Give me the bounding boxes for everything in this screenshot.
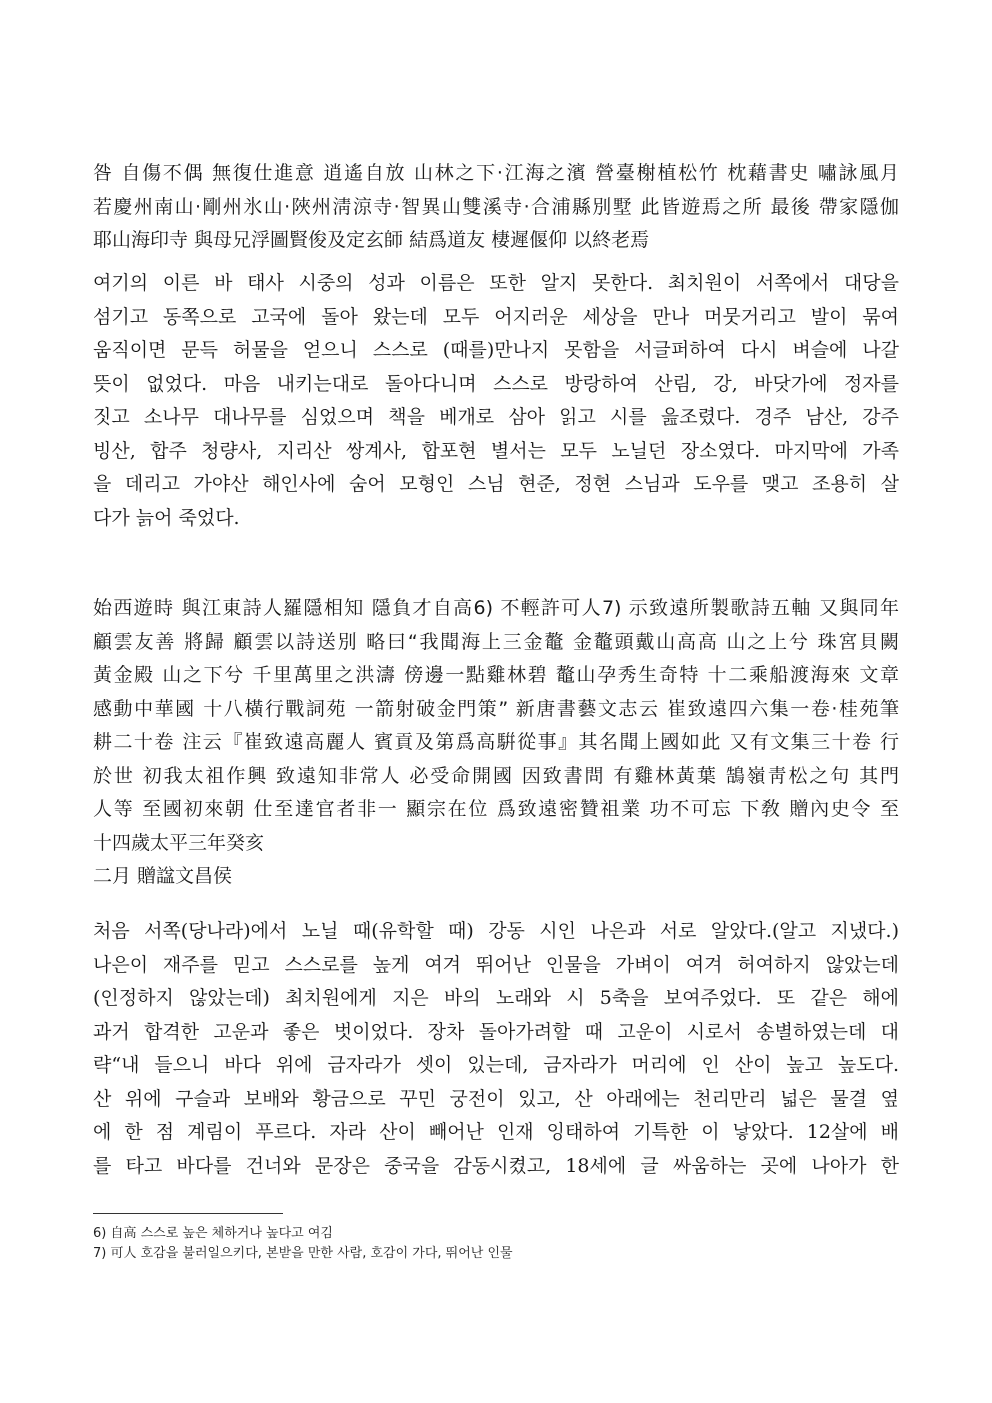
- footnote-divider: [93, 1213, 283, 1214]
- text-line: (인정하지 않았는데) 최치원에게 지은 바의 노래와 시 5축을 보여주었다. 또 같은 해에: [93, 987, 899, 1009]
- text-line: 感動中華國 十八橫行戰詞苑 一箭射破金門策” 新唐書藝文志云 崔致遠四六集一卷·桂苑筆: [93, 697, 899, 720]
- text-line: 若慶州南山·剛州氷山·陜州淸涼寺·智異山雙溪寺·合浦縣別墅 此皆遊焉之所 最後 帶家隱伽: [93, 195, 899, 218]
- text-line: 략“내 들으니 바다 위에 금자라가 셋이 있는데, 금자라가 머리에 인 산이 높고 높도다.: [93, 1054, 899, 1076]
- classical-chinese-passage-1: [93, 157, 899, 258]
- text-line: 여기의 이른 바 태사 시중의 성과 이름은 또한 알지 못한다. 최치원이 서쪽에서 대당을: [93, 272, 899, 294]
- text-line: 빙산, 합주 청량사, 지리산 쌍계사, 합포현 별서는 모두 노닐던 장소였다. 마지막에 가족: [93, 439, 899, 462]
- footnote-7: 7) 可人 호감을 불러일으키다, 본받을 만한 사람, 호감이 가다, 뛰어난 인물: [93, 1246, 513, 1261]
- korean-translation-1: [93, 267, 899, 535]
- text-line: 顧雲友善 將歸 顧雲以詩送別 略曰“我聞海上三金鼇 金鼇頭戴山高高 山之上兮 珠宮貝闕: [93, 630, 899, 653]
- text-line: 耶山海印寺 與母兄浮圖賢俊及定玄師 結爲道友 棲遲偃仰 以終老焉: [93, 229, 650, 251]
- text-line: 十四歲太平三年癸亥: [93, 831, 265, 854]
- text-line: 人等 至國初來朝 仕至達官者非一 顯宗在位 爲致遠密贊祖業 功不可忘 下敎 贈內史令 至: [93, 798, 899, 820]
- text-line: 다가 늙어 죽었다.: [93, 506, 240, 529]
- text-line: 를 타고 바다를 건너와 문장은 중국을 감동시켰고, 18세에 글 싸움하는 곳에 나아가 한: [93, 1154, 899, 1177]
- text-line: 처음 서쪽(당나라)에서 노닐 때(유학할 때) 강동 시인 나은과 서로 알았다.(알고 지냈다.): [93, 920, 899, 942]
- text-line: 움직이면 문득 허물을 얻으니 스스로 (때를)만나지 못함을 서글퍼하여 다시 벼슬에 나갈: [93, 339, 899, 361]
- text-line: 산 위에 구슬과 보배와 황금으로 꾸민 궁전이 있고, 산 아래에는 천리만리 넓은 물결 옆: [93, 1087, 899, 1110]
- text-line: 과거 합격한 고운과 좋은 벗이었다. 장차 돌아가려할 때 고운이 시로서 송별하였는데 대: [93, 1020, 899, 1043]
- footnote-6: 6) 自高 스스로 높은 체하거나 높다고 여김: [93, 1226, 333, 1241]
- text-line: 於世 初我太祖作興 致遠知非常人 必受命開國 因致書問 有雞林黃葉 鵠嶺靑松之句 其門: [93, 764, 899, 787]
- text-line: 섬기고 동쪽으로 고국에 돌아 왔는데 모두 어지러운 세상을 만나 머뭇거리고 발이 묶여: [93, 305, 899, 328]
- text-line: 咎 自傷不偶 無復仕進意 逍遙自放 山林之下·江海之濱 營臺榭植松竹 枕藉書史 嘯詠風月: [93, 162, 899, 184]
- text-line: 始西遊時 與江東詩人羅隱相知 隱負才自高6) 不輕許可人7) 示致遠所製歌詩五軸 又與同年: [93, 597, 899, 619]
- classical-chinese-passage-2: [93, 592, 899, 894]
- korean-translation-2: [93, 915, 899, 1183]
- text-line: 나은이 재주를 믿고 스스로를 높게 여겨 뛰어난 인물을 가벼이 여겨 허여하지 않았는데: [93, 953, 899, 976]
- text-line: 二月 贈諡文昌侯: [93, 865, 233, 887]
- text-line: 耕二十卷 注云『崔致遠高麗人 賓貢及第爲高騈從事』其名聞上國如此 又有文集三十卷 行: [93, 731, 899, 753]
- text-line: 뜻이 없었다. 마음 내키는대로 돌아다니며 스스로 방랑하여 산림, 강, 바닷가에 정자를: [93, 372, 899, 395]
- text-line: 黃金殿 山之下兮 千里萬里之洪濤 傍邊一點雞林碧 鼇山孕秀生奇特 十二乘船渡海來 文章: [93, 664, 899, 686]
- text-line: 에 한 점 계림이 푸르다. 자라 산이 빼어난 인재 잉태하여 기특한 이 낳았다. 12살에 배: [93, 1121, 899, 1143]
- text-line: 짓고 소나무 대나무를 심었으며 책을 베개로 삼아 읽고 시를 읊조렸다. 경주 남산, 강주: [93, 406, 899, 428]
- text-line: 을 데리고 가야산 해인사에 숨어 모형인 스님 현준, 정현 스님과 도우를 맺고 조용히 살: [93, 473, 899, 495]
